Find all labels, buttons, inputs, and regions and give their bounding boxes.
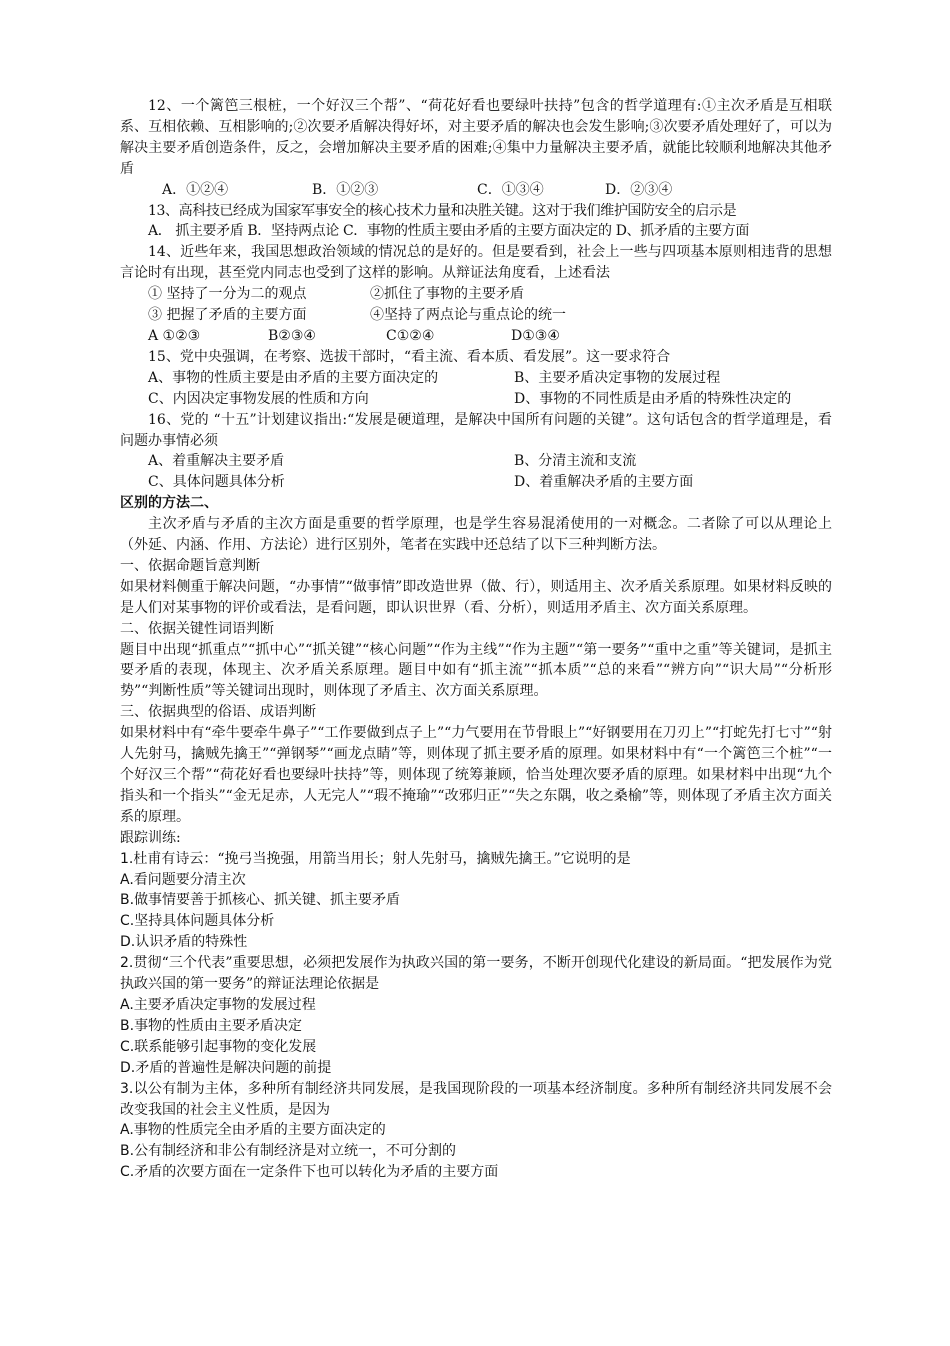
t2-option-d-letter: D.	[120, 1059, 136, 1076]
q15-stem: 15、党中央强调，在考察、选拔干部时，“看主流、看本质、看发展”。这一要求符合	[148, 348, 671, 365]
t1-option-b-text: 做事情要善于抓核心、抓关键、抓主要矛盾	[134, 892, 401, 909]
q16-option-a: A、着重解决主要矛盾	[148, 453, 285, 470]
t2-option-c	[120, 1037, 832, 1058]
t3-option-b	[120, 1141, 832, 1162]
q14-items-row-1	[120, 284, 832, 305]
q14-option-c: C①②④	[386, 327, 435, 344]
q14-items-row-2	[120, 305, 832, 326]
t2-option-b-letter: B.	[120, 1017, 135, 1034]
q15-options-row-1	[120, 368, 832, 389]
t3-stem-text: 以公有制为主体，多种所有制经济共同发展，是我国现阶段的一项基本经济制度。多种所有制经济共同发展不会改变我国的社会主义性质，是因为	[120, 1080, 832, 1118]
t1-option-b	[120, 890, 832, 911]
q15-options-row-2	[120, 389, 832, 410]
t2-stem-text: 贯彻“三个代表”重要思想，必须把发展作为执政兴国的第一要务，不断开创现代化建设的新局面。“把发展作为党执政兴国的第一要务”的辩证法理论依据是	[120, 955, 832, 993]
q14-option-a: A ①②③	[148, 327, 201, 344]
t1-option-c	[120, 911, 832, 932]
method2-intro: 主次矛盾与矛盾的主次方面是重要的哲学原理，也是学生容易混淆使用的一对概念。二者除了可以从理论上（外延、内涵、作用、方法论）进行区别外，笔者在实践中还总结了以下三种判断方法。	[120, 516, 832, 554]
t2-option-d	[120, 1058, 832, 1079]
section1-text: 如果材料侧重于解决问题，“办事情”“做事情”即改造世界（做、行），则适用主、次矛盾关系原理。如果材料反映的是人们对某事物的评价或看法，是看问题，即认识世界（看、分析），则适用矛盾主、次方面关系原理。	[120, 578, 832, 616]
t1-option-c-letter: C.	[120, 913, 135, 930]
q13-options: A． 抓主要矛盾 B．坚持两点论 C．事物的性质主要由矛盾的主要方面决定的 D、抓矛盾的主要方面	[148, 223, 749, 240]
t3-option-a	[120, 1120, 832, 1141]
t1-stem	[120, 849, 832, 870]
t3-option-c	[120, 1162, 832, 1183]
t1-option-a-letter: A.	[120, 871, 134, 888]
q12-option-d: D．②③④	[605, 181, 673, 198]
q16-options-row-1	[120, 451, 832, 472]
t3-option-b-text: 公有制经济和非公有制经济是对立统一，不可分割的	[134, 1143, 457, 1160]
t1-option-a-text: 看问题要分清主次	[133, 871, 246, 888]
t2-option-b-text: 事物的性质由主要矛盾决定	[134, 1017, 303, 1034]
t2-option-d-text: 矛盾的普遍性是解决问题的前提	[135, 1059, 332, 1076]
t3-option-c-text: 矛盾的次要方面在一定条件下也可以转化为矛盾的主要方面	[134, 1164, 499, 1181]
q16-options-row-2	[120, 472, 832, 493]
t1-option-d-text: 认识矛盾的特殊性	[135, 934, 248, 951]
t2-option-b	[120, 1016, 832, 1037]
t3-option-c-letter: C.	[120, 1164, 135, 1181]
q16-option-c: C、具体问题具体分析	[148, 474, 285, 491]
t2-option-c-text: 联系能够引起事物的变化发展	[134, 1038, 317, 1055]
q16-stem: 16、党的 “十五”计划建议指出:“发展是硬道理，是解决中国所有问题的关键”。这句话包含的哲学道理是，看问题办事情必须	[120, 411, 832, 449]
q12-option-b: B．①②③	[312, 181, 379, 198]
q14-item-1: ① 坚持了一分为二的观点	[148, 286, 307, 303]
q14-option-b: B②③④	[268, 327, 316, 344]
q16-option-d: D、着重解决矛盾的主要方面	[514, 474, 694, 491]
q14-item-2: ②抓住了事物的主要矛盾	[370, 286, 524, 303]
t2-option-c-letter: C.	[120, 1038, 135, 1055]
practice-heading: 跟踪训练:	[120, 829, 181, 846]
t1-option-d-letter: D.	[120, 934, 136, 951]
method2-heading: 区别的方法二、	[120, 495, 218, 512]
q15-option-d: D、事物的不同性质是由矛盾的特殊性决定的	[514, 390, 792, 407]
t2-stem	[120, 953, 832, 995]
t3-number: 3.	[120, 1080, 134, 1097]
q15-option-c: C、内因决定事物发展的性质和方向	[148, 390, 369, 407]
t1-stem-text: 杜甫有诗云：“挽弓当挽强，用箭当用长；射人先射马，擒贼先擒王。”它说明的是	[133, 850, 631, 867]
t3-stem	[120, 1079, 832, 1121]
t3-option-a-letter: A.	[120, 1122, 134, 1139]
q14-stem: 14、近些年来，我国思想政治领域的情况总的是好的。但是要看到，社会上一些与四项基本原则相违背的思想言论时有出现，甚至党内同志也受到了这样的影响。从辩证法角度看，上述看法	[120, 244, 832, 282]
t1-option-b-letter: B.	[120, 892, 135, 909]
section3-title: 三、依据典型的俗语、成语判断	[120, 704, 316, 721]
q14-option-d: D①③④	[511, 327, 560, 344]
t1-option-c-text: 坚持具体问题具体分析	[134, 913, 275, 930]
q14-item-4: ④坚持了两点论与重点论的统一	[370, 307, 566, 324]
section2-title: 二、依据关键性词语判断	[120, 620, 274, 637]
q14-item-3: ③ 把握了矛盾的主要方面	[148, 307, 307, 324]
section2-text: 题目中出现“抓重点”“抓中心”“抓关键”“核心问题”“作为主线”“作为主题”“第一要务”“重中之重”等关键词，是抓主要矛盾的表现，体现主、次矛盾关系原理。题目中如有“抓主流”“抓本质”“总的来看”“辨方向”“识大局”“分析形势”“判断性质”等关键词出现时，则体现了矛盾主、次方面关系原理。	[120, 641, 832, 700]
q12-option-c: C．①③④	[477, 181, 544, 198]
section3-text: 如果材料中有“牵牛要牵牛鼻子”“工作要做到点子上”“力气要用在节骨眼上”“好钢要用在刀刃上”“打蛇先打七寸”“射人先射马，擒贼先擒王”“弹钢琴”“画龙点睛”等，则体现了抓主要矛盾的原理。如果材料中有“一个篱笆三个桩”“一个好汉三个帮”“荷花好看也要绿叶扶持”等，则体现了统筹兼顾，恰当处理次要矛盾的原理。如果材料中出现“九个指头和一个指头”“金无足赤，人无完人”“瑕不掩瑜”“改邪归正”“失之东隅，收之桑榆”等，则体现了矛盾主次方面关系的原理。	[120, 725, 832, 825]
t1-number: 1.	[120, 850, 134, 867]
t3-option-a-text: 事物的性质完全由矛盾的主要方面决定的	[133, 1122, 386, 1139]
q13-stem: 13、高科技已经成为国家军事安全的核心技术力量和决胜关键。这对于我们维护国防安全的启示是	[148, 202, 737, 219]
q16-option-b: B、分清主流和支流	[514, 453, 637, 470]
t2-option-a	[120, 995, 832, 1016]
document-page	[120, 96, 832, 1183]
q15-option-a: A、事物的性质主要是由矛盾的主要方面决定的	[148, 369, 439, 386]
t3-option-b-letter: B.	[120, 1143, 135, 1160]
t2-number: 2.	[120, 955, 134, 972]
t2-option-a-letter: A.	[120, 996, 134, 1013]
t1-option-a	[120, 870, 832, 891]
q14-options	[120, 326, 832, 347]
q12-options	[120, 180, 832, 201]
t1-option-d	[120, 932, 832, 953]
q15-option-b: B、主要矛盾决定事物的发展过程	[514, 369, 721, 386]
section1-title: 一、依据命题旨意判断	[120, 557, 260, 574]
q12-stem: 12、一个篱笆三根桩，一个好汉三个帮”、“荷花好看也要绿叶扶持”包含的哲学道理有:①主次矛盾是互相联系、互相依赖、互相影响的;②次要矛盾解决得好坏，对主要矛盾的解决也会发生影响;③次要矛盾处理好了，可以为解决主要矛盾创造条件，反之，会增加解决主要矛盾的困难;④集中力量解决主要矛盾，就能比较顺利地解决其他矛盾	[120, 98, 832, 177]
t2-option-a-text: 主要矛盾决定事物的发展过程	[133, 996, 316, 1013]
q12-option-a: A．①②④	[162, 181, 229, 198]
